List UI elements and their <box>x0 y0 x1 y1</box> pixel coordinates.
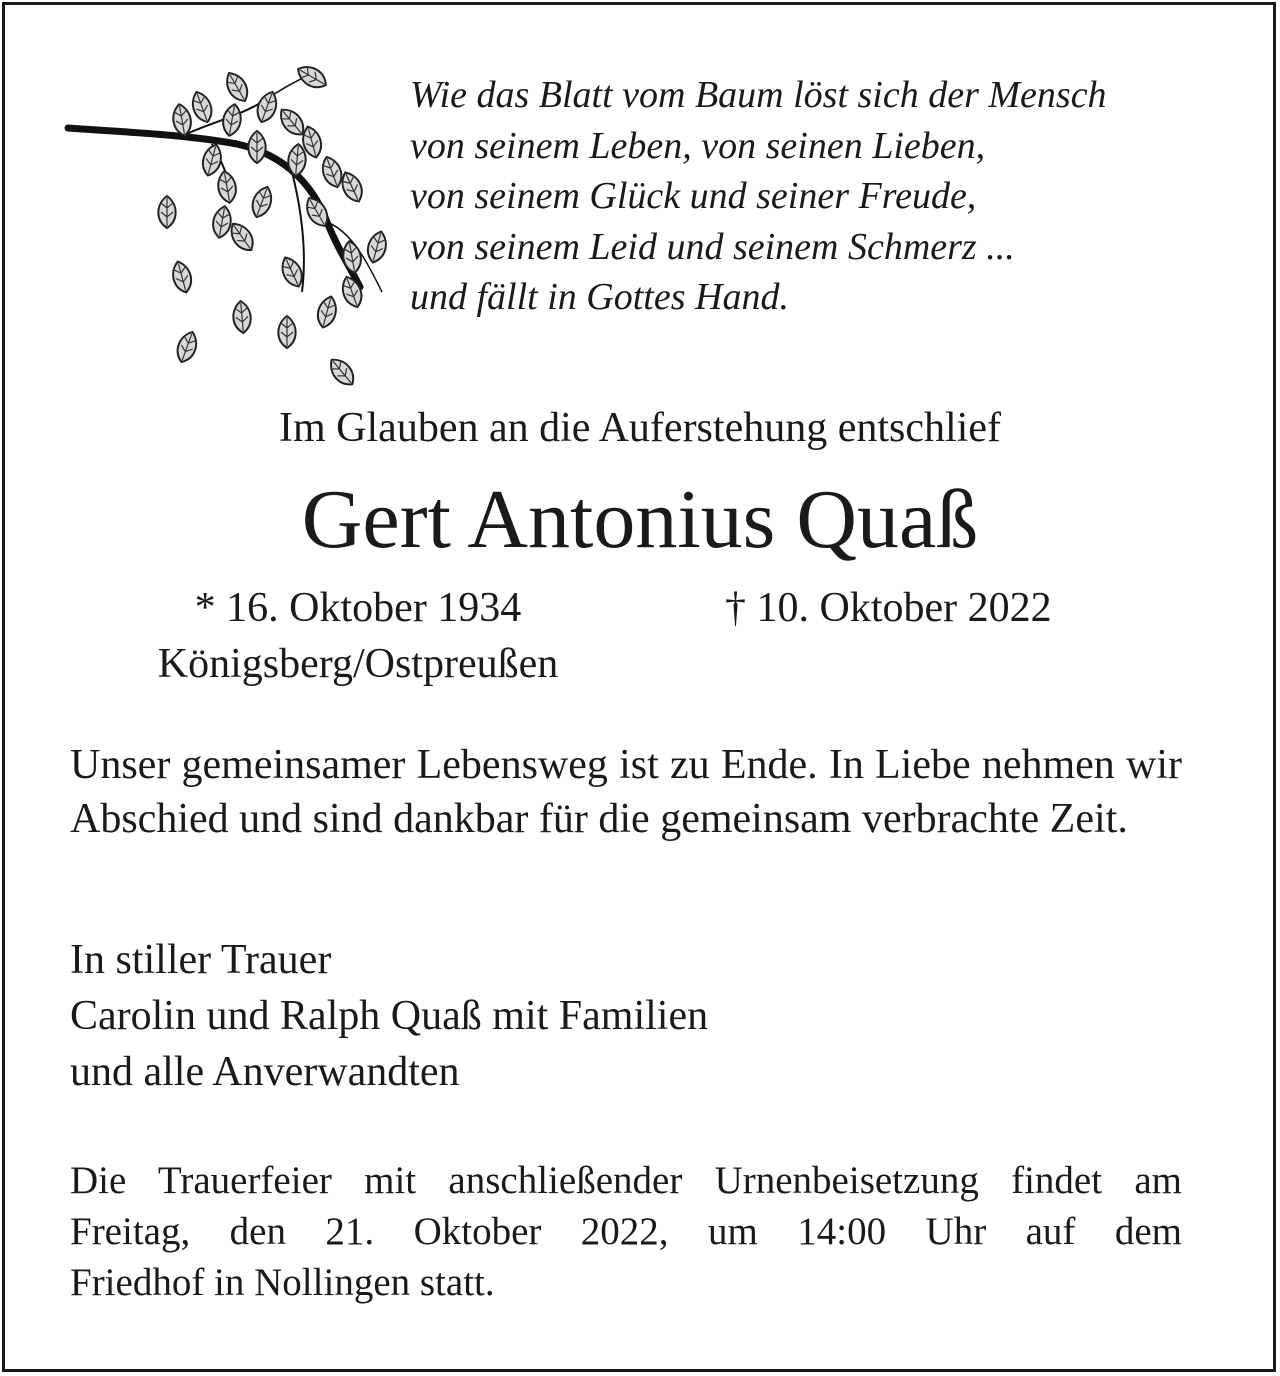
mourners <box>70 932 1182 1100</box>
birth-info <box>118 580 598 692</box>
service-line: Friedhof in Nollingen statt. <box>70 1261 495 1304</box>
intro-text: Im Glauben an die Auferstehung entschlief <box>279 405 1001 451</box>
birthplace: Königsberg/Ostpreußen <box>157 641 559 687</box>
poem-line: und fällt in Gottes Hand. <box>410 276 789 318</box>
mourners-line: und alle Anverwandten <box>70 1049 460 1095</box>
poem-line: von seinem Leben, von seinen Lieben, <box>410 124 986 167</box>
service-line: Freitag, den 21. Oktober 2022, um 14:00 Uhr auf dem <box>70 1210 1182 1253</box>
poem-line: von seinem Leid und seinem Schmerz ... <box>410 225 1015 268</box>
farewell-message: Unser gemeinsamer Lebensweg ist zu Ende. In Liebe nehmen wir Abschied und sind dankbar für die gemeinsam verbrachte Zeit. <box>70 742 1182 842</box>
branch-leaves-illustration <box>62 62 402 397</box>
poem <box>410 70 1250 323</box>
service-line: Die Trauerfeier mit anschließender Urnenbeisetzung findet am <box>70 1159 1182 1202</box>
death-date: † 10. Oktober 2022 <box>725 585 1052 631</box>
service-info <box>70 1155 1182 1308</box>
birth-date: * 16. Oktober 1934 <box>194 585 522 631</box>
mourners-line: Carolin und Ralph Quaß mit Familien <box>70 993 709 1039</box>
deceased-name: Gert Antonius Quaß <box>301 473 979 566</box>
mourners-line: In stiller Trauer <box>70 937 332 983</box>
poem-line: Wie das Blatt vom Baum löst sich der Mensch <box>410 74 1107 116</box>
poem-line: von seinem Glück und seiner Freude, <box>410 175 977 217</box>
